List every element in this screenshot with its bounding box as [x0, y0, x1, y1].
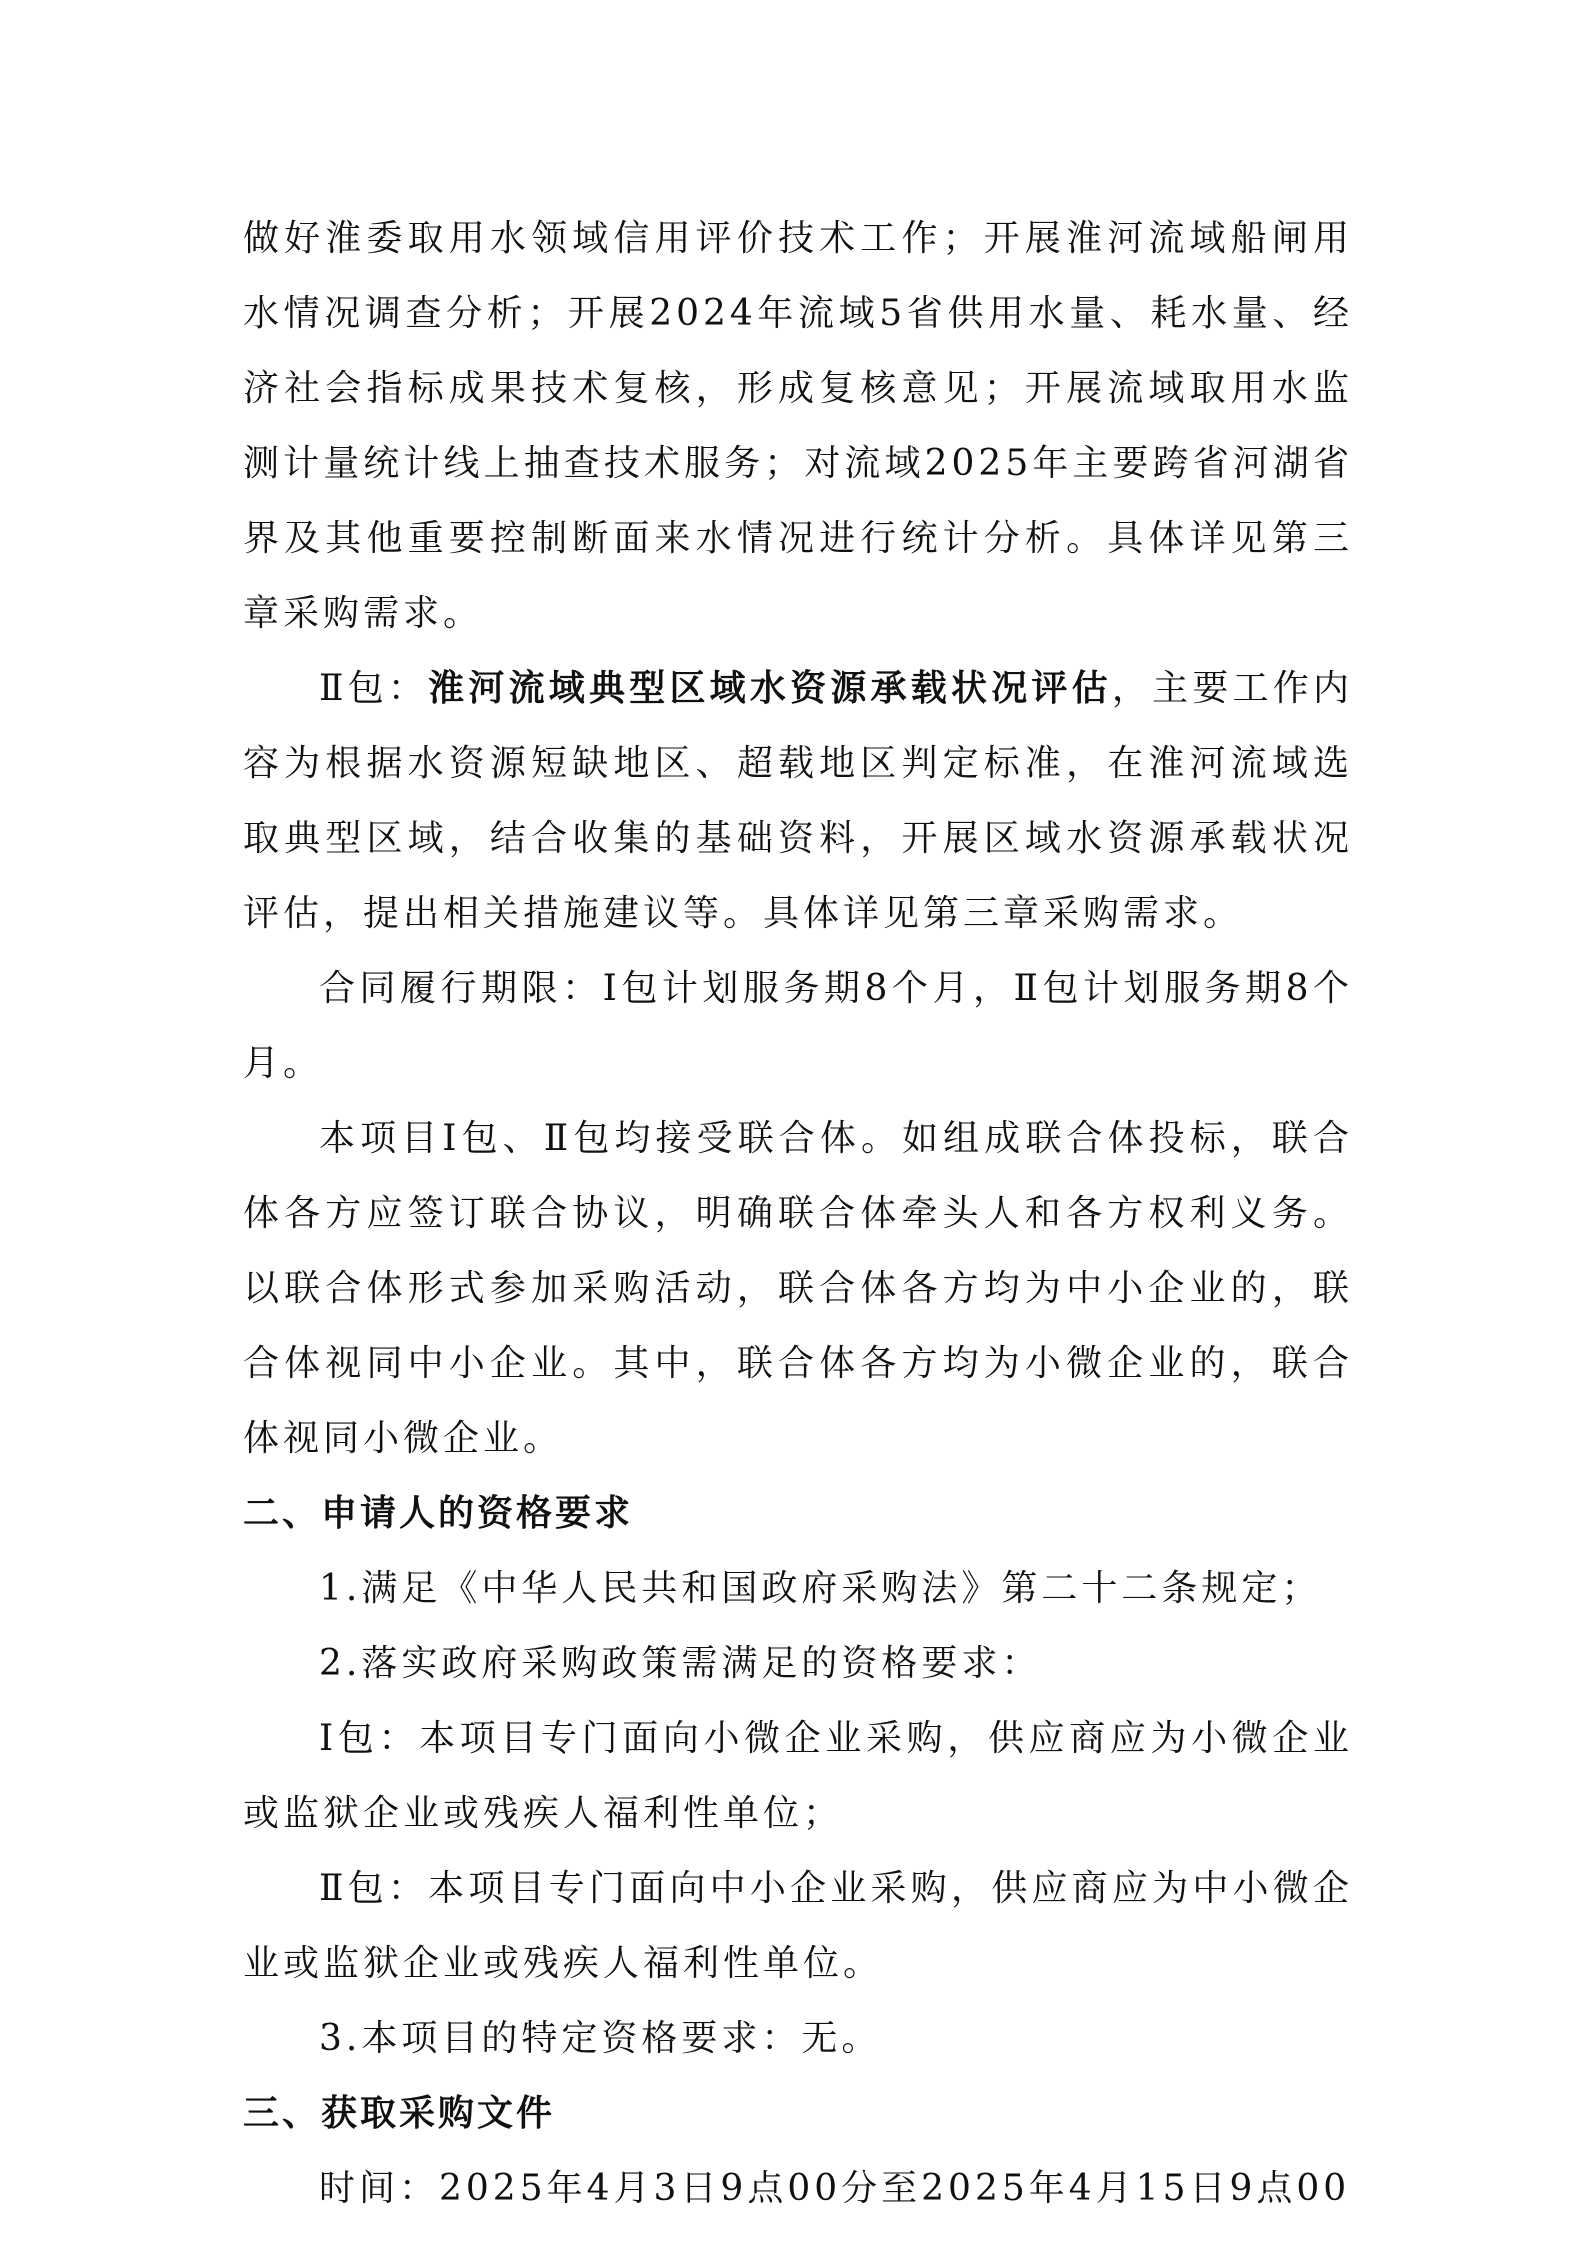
paragraph-obtain-time: 时间：2025年4月3日9点00分至2025年4月15日9点00	[319, 2168, 1351, 2209]
qualification-item-2: 2.落实政府采购政策需满足的资格要求：	[319, 1643, 1042, 1684]
document-body	[243, 201, 1353, 2226]
section-heading-obtain-documents: 三、获取采购文件	[243, 2093, 556, 2134]
paragraph-consortium: 本项目Ⅰ包、Ⅱ包均接受联合体。如组成联合体投标，联合体各方应签订联合协议，明确联合体牵头人和各方权利义务。以联合体形式参加采购活动，联合体各方均为中小企业的，联合体视同中小企业。其中，联合体各方均为小微企业的，联合体视同小微企业。	[243, 1118, 1353, 1459]
paragraph-package-2-scope	[243, 651, 1353, 951]
qualification-item-3: 3.本项目的特定资格要求：无。	[319, 2018, 882, 2059]
section-heading-qualifications: 二、申请人的资格要求	[243, 1493, 634, 1534]
package-2-description: ，主要工作内容为根据水资源短缺地区、超载地区判定标准，在淮河流域选取典型区域，结合收集的基础资料，开展区域水资源承载状况评估，提出相关措施建议等。具体详见第三章采购需求。	[243, 668, 1353, 934]
package-2-title: 淮河流域典型区域水资源承载状况评估	[428, 667, 1112, 709]
package-2-label: Ⅱ包：	[319, 668, 429, 709]
paragraph-contract-period: 合同履行期限：Ⅰ包计划服务期8个月，Ⅱ包计划服务期8个月。	[243, 968, 1353, 1084]
qualification-package-1: Ⅰ包：本项目专门面向小微企业采购，供应商应为小微企业或监狱企业或残疾人福利性单位；	[243, 1718, 1353, 1834]
qualification-package-2: Ⅱ包：本项目专门面向中小企业采购，供应商应为中小微企业或监狱企业或残疾人福利性单位。	[243, 1868, 1353, 1984]
qualification-item-1: 1.满足《中华人民共和国政府采购法》第二十二条规定；	[319, 1568, 1322, 1609]
paragraph-work-scope-package-1: 做好淮委取用水领域信用评价技术工作；开展淮河流域船闸用水情况调查分析；开展2024年流域5省供用水量、耗水量、经济社会指标成果技术复核，形成复核意见；开展流域取用水监测计量统计线上抽查技术服务；对流域2025年主要跨省河湖省界及其他重要控制断面来水情况进行统计分析。具体详见第三章采购需求。	[243, 218, 1353, 634]
